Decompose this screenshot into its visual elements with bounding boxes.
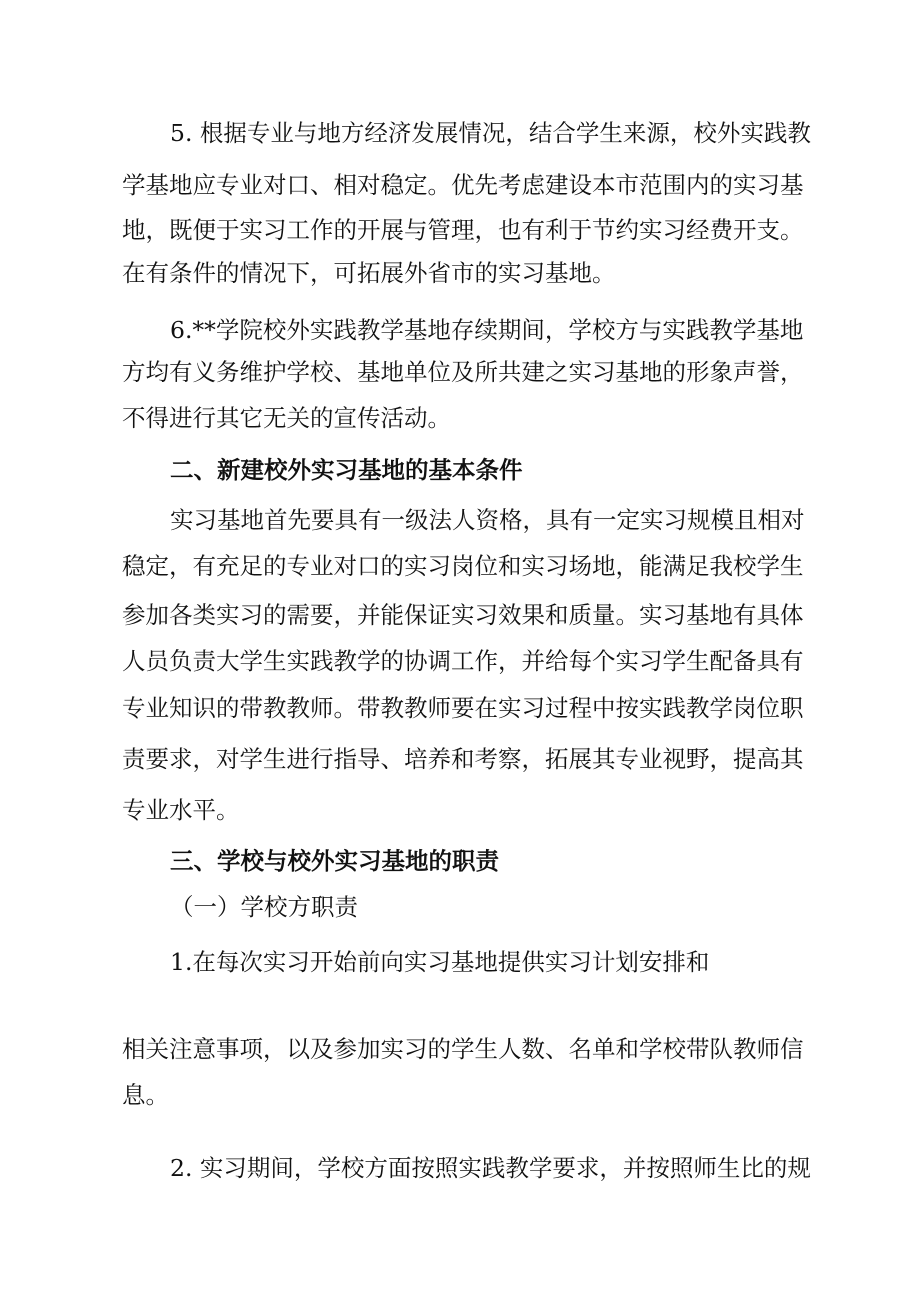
- basic-conditions-line-4: 人员负责大学生实践教学的协调工作，并给每个实习学生配备具有: [122, 647, 804, 675]
- basic-conditions-line-7: 专业水平。: [122, 796, 240, 824]
- school-duty-1-line-3: 息。: [122, 1081, 169, 1109]
- school-duty-1-line-2: 相关注意事项，以及参加实习的学生人数、名单和学校带队教师信: [122, 1035, 804, 1063]
- basic-conditions-line-2: 稳定，有充足的专业对口的实习岗位和实习场地，能满足我校学生: [122, 552, 804, 580]
- school-duty-1-line-1: 1.在每次实习开始前向实习基地提供实习计划安排和: [170, 948, 710, 976]
- para-6-line-2: 方均有义务维护学校、基地单位及所共建之实习基地的形象声誉，: [122, 358, 804, 386]
- para-5-line-2: 学基地应专业对口、相对稳定。优先考虑建设本市范围内的实习基: [122, 171, 804, 199]
- para-6-line-1: 6.**学院校外实践教学基地存续期间，学校方与实践教学基地: [170, 316, 804, 344]
- subsection-heading-school: （一）学校方职责: [170, 893, 358, 921]
- basic-conditions-line-5: 专业知识的带教教师。带教教师要在实习过程中按实践教学岗位职: [122, 694, 804, 722]
- basic-conditions-line-1: 实习基地首先要具有一级法人资格，具有一定实习规模且相对: [170, 506, 805, 534]
- basic-conditions-line-3: 参加各类实习的需要，并能保证实习效果和质量。实习基地有具体: [122, 601, 804, 629]
- section-heading-3: 三、学校与校外实习基地的职责: [170, 847, 499, 875]
- school-duty-2-line-1: 2. 实习期间，学校方面按照实践教学要求，并按照师生比的规: [170, 1154, 811, 1182]
- basic-conditions-line-6: 责要求，对学生进行指导、培养和考察，拓展其专业视野，提高其: [122, 745, 804, 773]
- section-heading-2: 二、新建校外实习基地的基本条件: [170, 456, 523, 484]
- para-5-line-3: 地，既便于实习工作的开展与管理，也有利于节约实习经费开支。: [122, 216, 804, 244]
- para-6-line-3: 不得进行其它无关的宣传活动。: [122, 404, 451, 432]
- para-5-line-1: 5. 根据专业与地方经济发展情况，结合学生来源，校外实践教: [170, 119, 811, 147]
- para-5-line-4: 在有条件的情况下，可拓展外省市的实习基地。: [122, 259, 616, 287]
